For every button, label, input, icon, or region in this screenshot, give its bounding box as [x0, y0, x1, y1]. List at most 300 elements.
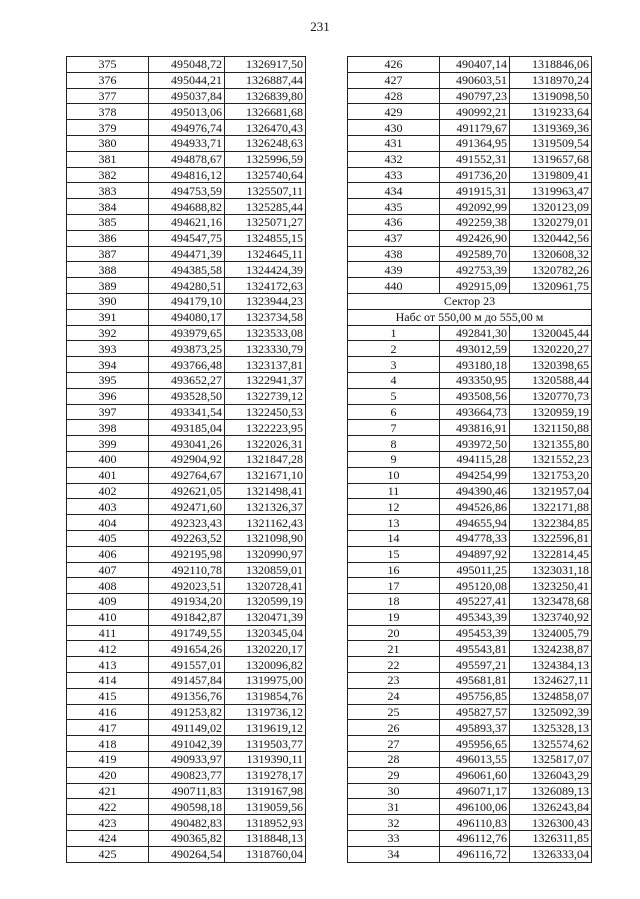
- point-number-cell: 26: [348, 720, 440, 736]
- y-coordinate-cell: 1323740,92: [510, 609, 592, 625]
- table-row: [67, 736, 306, 752]
- table-row: [348, 783, 592, 799]
- x-coordinate-cell: 494526,86: [440, 499, 510, 515]
- x-coordinate-cell: 494471,39: [149, 246, 225, 262]
- point-number-cell: 407: [67, 562, 149, 578]
- point-number-cell: 24: [348, 688, 440, 704]
- x-coordinate-cell: 496100,06: [440, 799, 510, 815]
- y-coordinate-cell: 1326470,43: [225, 120, 306, 136]
- point-number-cell: 376: [67, 72, 149, 88]
- y-coordinate-cell: 1320471,39: [225, 609, 306, 625]
- y-coordinate-cell: 1319278,17: [225, 767, 306, 783]
- x-coordinate-cell: 493816,91: [440, 420, 510, 436]
- point-number-cell: 15: [348, 546, 440, 562]
- x-coordinate-cell: 496071,17: [440, 783, 510, 799]
- point-number-cell: 414: [67, 673, 149, 689]
- point-number-cell: 391: [67, 309, 149, 325]
- y-coordinate-cell: 1325817,07: [510, 752, 592, 768]
- table-row: [67, 530, 306, 546]
- point-number-cell: 396: [67, 388, 149, 404]
- x-coordinate-cell: 493350,95: [440, 372, 510, 388]
- x-coordinate-cell: 494390,46: [440, 483, 510, 499]
- x-coordinate-cell: 491915,31: [440, 183, 510, 199]
- y-coordinate-cell: 1326248,63: [225, 135, 306, 151]
- point-number-cell: 383: [67, 183, 149, 199]
- table-row: [348, 625, 592, 641]
- table-row: [67, 214, 306, 230]
- table-row: [348, 167, 592, 183]
- point-number-cell: 9: [348, 451, 440, 467]
- x-coordinate-cell: 496116,72: [440, 846, 510, 862]
- y-coordinate-cell: 1323533,08: [225, 325, 306, 341]
- table-row: [348, 151, 592, 167]
- y-coordinate-cell: 1319736,12: [225, 704, 306, 720]
- table-row: [67, 293, 306, 309]
- x-coordinate-cell: 491149,02: [149, 720, 225, 736]
- table-row: [67, 846, 306, 862]
- point-number-cell: 384: [67, 199, 149, 215]
- point-number-cell: 10: [348, 467, 440, 483]
- table-row: [348, 720, 592, 736]
- x-coordinate-cell: 494621,16: [149, 214, 225, 230]
- table-row: [348, 530, 592, 546]
- point-number-cell: 19: [348, 609, 440, 625]
- table-row: [348, 451, 592, 467]
- x-coordinate-cell: 494933,71: [149, 135, 225, 151]
- y-coordinate-cell: 1320961,75: [510, 278, 592, 294]
- table-row: [67, 372, 306, 388]
- y-coordinate-cell: 1326243,84: [510, 799, 592, 815]
- point-number-cell: 433: [348, 167, 440, 183]
- table-row: [67, 720, 306, 736]
- table-row: [67, 578, 306, 594]
- x-coordinate-cell: 494547,75: [149, 230, 225, 246]
- table-row: [67, 451, 306, 467]
- point-number-cell: 25: [348, 704, 440, 720]
- x-coordinate-cell: 493972,50: [440, 436, 510, 452]
- y-coordinate-cell: 1320599,19: [225, 594, 306, 610]
- y-coordinate-cell: 1318952,93: [225, 815, 306, 831]
- table-row: [67, 120, 306, 136]
- table-row: [67, 183, 306, 199]
- x-coordinate-cell: 492110,78: [149, 562, 225, 578]
- table-row: [348, 357, 592, 373]
- x-coordinate-cell: 490933,97: [149, 752, 225, 768]
- table-row: [67, 609, 306, 625]
- y-coordinate-cell: 1325507,11: [225, 183, 306, 199]
- x-coordinate-cell: 495681,81: [440, 673, 510, 689]
- table-row: [67, 151, 306, 167]
- x-coordinate-cell: 493041,26: [149, 436, 225, 452]
- y-coordinate-cell: 1323137,81: [225, 357, 306, 373]
- x-coordinate-cell: 491934,20: [149, 594, 225, 610]
- point-number-cell: 379: [67, 120, 149, 136]
- y-coordinate-cell: 1325092,39: [510, 704, 592, 720]
- x-coordinate-cell: 495956,65: [440, 736, 510, 752]
- point-number-cell: 392: [67, 325, 149, 341]
- x-coordinate-cell: 496013,55: [440, 752, 510, 768]
- point-number-cell: 426: [348, 57, 440, 73]
- x-coordinate-cell: 494753,59: [149, 183, 225, 199]
- table-row: [348, 104, 592, 120]
- point-number-cell: 430: [348, 120, 440, 136]
- table-row: [67, 657, 306, 673]
- x-coordinate-cell: 493979,65: [149, 325, 225, 341]
- x-coordinate-cell: 491654,26: [149, 641, 225, 657]
- point-number-cell: 28: [348, 752, 440, 768]
- sector-range: Набс от 550,00 м до 555,00 м: [348, 309, 592, 325]
- x-coordinate-cell: 495543,81: [440, 641, 510, 657]
- table-row: [67, 404, 306, 420]
- y-coordinate-cell: 1319369,36: [510, 120, 592, 136]
- y-coordinate-cell: 1321552,23: [510, 451, 592, 467]
- point-number-cell: 394: [67, 357, 149, 373]
- x-coordinate-cell: 494385,58: [149, 262, 225, 278]
- y-coordinate-cell: 1326887,44: [225, 72, 306, 88]
- point-number-cell: 432: [348, 151, 440, 167]
- y-coordinate-cell: 1320608,32: [510, 246, 592, 262]
- x-coordinate-cell: 495756,85: [440, 688, 510, 704]
- point-number-cell: 31: [348, 799, 440, 815]
- y-coordinate-cell: 1325328,13: [510, 720, 592, 736]
- x-coordinate-cell: 494897,92: [440, 546, 510, 562]
- x-coordinate-cell: 490407,14: [440, 57, 510, 73]
- point-number-cell: 409: [67, 594, 149, 610]
- table-row: [348, 120, 592, 136]
- x-coordinate-cell: 491749,55: [149, 625, 225, 641]
- y-coordinate-cell: 1322941,37: [225, 372, 306, 388]
- table-row: [67, 562, 306, 578]
- point-number-cell: 412: [67, 641, 149, 657]
- y-coordinate-cell: 1320045,44: [510, 325, 592, 341]
- y-coordinate-cell: 1320220,27: [510, 341, 592, 357]
- y-coordinate-cell: 1324424,39: [225, 262, 306, 278]
- y-coordinate-cell: 1320728,41: [225, 578, 306, 594]
- point-number-cell: 418: [67, 736, 149, 752]
- table-row: [67, 262, 306, 278]
- table-row: [348, 467, 592, 483]
- point-number-cell: 421: [67, 783, 149, 799]
- table-row: [67, 831, 306, 847]
- x-coordinate-cell: 492589,70: [440, 246, 510, 262]
- table-row: [348, 799, 592, 815]
- x-coordinate-cell: 492915,09: [440, 278, 510, 294]
- x-coordinate-cell: 490482,83: [149, 815, 225, 831]
- y-coordinate-cell: 1322596,81: [510, 530, 592, 546]
- x-coordinate-cell: 495227,41: [440, 594, 510, 610]
- y-coordinate-cell: 1324855,15: [225, 230, 306, 246]
- table-row: [67, 515, 306, 531]
- point-number-cell: 427: [348, 72, 440, 88]
- table-row: [348, 688, 592, 704]
- point-number-cell: 1: [348, 325, 440, 341]
- x-coordinate-cell: 491842,87: [149, 609, 225, 625]
- point-number-cell: 428: [348, 88, 440, 104]
- y-coordinate-cell: 1320398,65: [510, 357, 592, 373]
- table-row: [67, 767, 306, 783]
- x-coordinate-cell: 490797,23: [440, 88, 510, 104]
- table-row: [348, 183, 592, 199]
- point-number-cell: 417: [67, 720, 149, 736]
- table-row: [348, 657, 592, 673]
- table-row: [67, 135, 306, 151]
- y-coordinate-cell: 1320096,82: [225, 657, 306, 673]
- y-coordinate-cell: 1321498,41: [225, 483, 306, 499]
- coordinates-table-right: [347, 56, 592, 863]
- point-number-cell: 378: [67, 104, 149, 120]
- table-row: [67, 752, 306, 768]
- x-coordinate-cell: 494179,10: [149, 293, 225, 309]
- table-row: [348, 199, 592, 215]
- table-row: [67, 341, 306, 357]
- x-coordinate-cell: 495893,37: [440, 720, 510, 736]
- x-coordinate-cell: 493766,48: [149, 357, 225, 373]
- table-row: [348, 815, 592, 831]
- x-coordinate-cell: 496110,83: [440, 815, 510, 831]
- x-coordinate-cell: 495343,39: [440, 609, 510, 625]
- y-coordinate-cell: 1321355,80: [510, 436, 592, 452]
- x-coordinate-cell: 492471,60: [149, 499, 225, 515]
- table-row: [348, 846, 592, 862]
- point-number-cell: 4: [348, 372, 440, 388]
- y-coordinate-cell: 1324172,63: [225, 278, 306, 294]
- y-coordinate-cell: 1326839,80: [225, 88, 306, 104]
- y-coordinate-cell: 1321150,88: [510, 420, 592, 436]
- table-row: [348, 673, 592, 689]
- x-coordinate-cell: 494254,99: [440, 467, 510, 483]
- x-coordinate-cell: 492764,67: [149, 467, 225, 483]
- table-row: [67, 783, 306, 799]
- point-number-cell: 408: [67, 578, 149, 594]
- y-coordinate-cell: 1326333,04: [510, 846, 592, 862]
- x-coordinate-cell: 493185,04: [149, 420, 225, 436]
- point-number-cell: 438: [348, 246, 440, 262]
- x-coordinate-cell: 491736,20: [440, 167, 510, 183]
- y-coordinate-cell: 1323944,23: [225, 293, 306, 309]
- table-row: [348, 609, 592, 625]
- point-number-cell: 399: [67, 436, 149, 452]
- point-number-cell: 16: [348, 562, 440, 578]
- y-coordinate-cell: 1325285,44: [225, 199, 306, 215]
- table-row: [348, 515, 592, 531]
- x-coordinate-cell: 494655,94: [440, 515, 510, 531]
- x-coordinate-cell: 495597,21: [440, 657, 510, 673]
- point-number-cell: 419: [67, 752, 149, 768]
- table-row: [67, 594, 306, 610]
- y-coordinate-cell: 1318846,06: [510, 57, 592, 73]
- x-coordinate-cell: 491457,84: [149, 673, 225, 689]
- x-coordinate-cell: 495048,72: [149, 57, 225, 73]
- point-number-cell: 388: [67, 262, 149, 278]
- point-number-cell: 11: [348, 483, 440, 499]
- x-coordinate-cell: 494778,33: [440, 530, 510, 546]
- y-coordinate-cell: 1320279,01: [510, 214, 592, 230]
- y-coordinate-cell: 1322384,85: [510, 515, 592, 531]
- y-coordinate-cell: 1323478,68: [510, 594, 592, 610]
- table-row: [67, 799, 306, 815]
- table-row: [348, 704, 592, 720]
- table-row: [348, 736, 592, 752]
- point-number-cell: 400: [67, 451, 149, 467]
- point-number-cell: 20: [348, 625, 440, 641]
- y-coordinate-cell: 1321753,20: [510, 467, 592, 483]
- table-row: [348, 546, 592, 562]
- x-coordinate-cell: 494976,74: [149, 120, 225, 136]
- y-coordinate-cell: 1318760,04: [225, 846, 306, 862]
- y-coordinate-cell: 1319167,98: [225, 783, 306, 799]
- point-number-cell: 434: [348, 183, 440, 199]
- x-coordinate-cell: 492753,39: [440, 262, 510, 278]
- point-number-cell: 389: [67, 278, 149, 294]
- table-row: [348, 88, 592, 104]
- point-number-cell: 410: [67, 609, 149, 625]
- x-coordinate-cell: 493012,59: [440, 341, 510, 357]
- x-coordinate-cell: 494878,67: [149, 151, 225, 167]
- y-coordinate-cell: 1320859,01: [225, 562, 306, 578]
- y-coordinate-cell: 1319233,64: [510, 104, 592, 120]
- y-coordinate-cell: 1324384,13: [510, 657, 592, 673]
- sector-range-row: [348, 309, 592, 325]
- table-row: [348, 388, 592, 404]
- x-coordinate-cell: 491356,76: [149, 688, 225, 704]
- y-coordinate-cell: 1326917,50: [225, 57, 306, 73]
- table-row: [348, 594, 592, 610]
- x-coordinate-cell: 492195,98: [149, 546, 225, 562]
- table-row: [67, 57, 306, 73]
- point-number-cell: 7: [348, 420, 440, 436]
- point-number-cell: 397: [67, 404, 149, 420]
- table-row: [67, 388, 306, 404]
- y-coordinate-cell: 1319619,12: [225, 720, 306, 736]
- x-coordinate-cell: 491253,82: [149, 704, 225, 720]
- point-number-cell: 420: [67, 767, 149, 783]
- point-number-cell: 14: [348, 530, 440, 546]
- x-coordinate-cell: 493341,54: [149, 404, 225, 420]
- y-coordinate-cell: 1322026,31: [225, 436, 306, 452]
- table-row: [67, 325, 306, 341]
- x-coordinate-cell: 494080,17: [149, 309, 225, 325]
- table-row: [348, 752, 592, 768]
- table-row: [67, 246, 306, 262]
- point-number-cell: 404: [67, 515, 149, 531]
- point-number-cell: 2: [348, 341, 440, 357]
- y-coordinate-cell: 1320220,17: [225, 641, 306, 657]
- x-coordinate-cell: 494816,12: [149, 167, 225, 183]
- table-row: [67, 436, 306, 452]
- table-row: [348, 483, 592, 499]
- table-row: [67, 167, 306, 183]
- x-coordinate-cell: 494280,51: [149, 278, 225, 294]
- table-row: [348, 372, 592, 388]
- x-coordinate-cell: 491557,01: [149, 657, 225, 673]
- point-number-cell: 5: [348, 388, 440, 404]
- point-number-cell: 23: [348, 673, 440, 689]
- y-coordinate-cell: 1318848,13: [225, 831, 306, 847]
- y-coordinate-cell: 1320123,09: [510, 199, 592, 215]
- y-coordinate-cell: 1319390,11: [225, 752, 306, 768]
- x-coordinate-cell: 493873,25: [149, 341, 225, 357]
- y-coordinate-cell: 1319059,56: [225, 799, 306, 815]
- x-coordinate-cell: 492263,52: [149, 530, 225, 546]
- x-coordinate-cell: 493180,18: [440, 357, 510, 373]
- x-coordinate-cell: 495044,21: [149, 72, 225, 88]
- point-number-cell: 393: [67, 341, 149, 357]
- table-row: [67, 278, 306, 294]
- x-coordinate-cell: 490598,18: [149, 799, 225, 815]
- x-coordinate-cell: 493508,56: [440, 388, 510, 404]
- table-row: [348, 214, 592, 230]
- point-number-cell: 18: [348, 594, 440, 610]
- y-coordinate-cell: 1322814,45: [510, 546, 592, 562]
- table-row: [67, 483, 306, 499]
- point-number-cell: 6: [348, 404, 440, 420]
- y-coordinate-cell: 1319503,77: [225, 736, 306, 752]
- x-coordinate-cell: 491179,67: [440, 120, 510, 136]
- y-coordinate-cell: 1321098,90: [225, 530, 306, 546]
- y-coordinate-cell: 1326681,68: [225, 104, 306, 120]
- table-row: [348, 499, 592, 515]
- table-row: [67, 641, 306, 657]
- point-number-cell: 33: [348, 831, 440, 847]
- table-row: [67, 357, 306, 373]
- y-coordinate-cell: 1320588,44: [510, 372, 592, 388]
- y-coordinate-cell: 1325574,62: [510, 736, 592, 752]
- point-number-cell: 27: [348, 736, 440, 752]
- point-number-cell: 413: [67, 657, 149, 673]
- table-row: [67, 199, 306, 215]
- x-coordinate-cell: 496061,60: [440, 767, 510, 783]
- x-coordinate-cell: 496112,76: [440, 831, 510, 847]
- y-coordinate-cell: 1320990,97: [225, 546, 306, 562]
- sector-title-row: [348, 293, 592, 309]
- x-coordinate-cell: 490365,82: [149, 831, 225, 847]
- y-coordinate-cell: 1322223,95: [225, 420, 306, 436]
- sector-title: Сектор 23: [348, 293, 592, 309]
- y-coordinate-cell: 1324645,11: [225, 246, 306, 262]
- point-number-cell: 398: [67, 420, 149, 436]
- page-number: 231: [310, 19, 330, 34]
- y-coordinate-cell: 1319854,76: [225, 688, 306, 704]
- x-coordinate-cell: 491552,31: [440, 151, 510, 167]
- x-coordinate-cell: 494115,28: [440, 451, 510, 467]
- point-number-cell: 402: [67, 483, 149, 499]
- point-number-cell: 21: [348, 641, 440, 657]
- x-coordinate-cell: 490264,54: [149, 846, 225, 862]
- x-coordinate-cell: 493528,50: [149, 388, 225, 404]
- y-coordinate-cell: 1324005,79: [510, 625, 592, 641]
- y-coordinate-cell: 1325071,27: [225, 214, 306, 230]
- y-coordinate-cell: 1326300,43: [510, 815, 592, 831]
- x-coordinate-cell: 493664,73: [440, 404, 510, 420]
- point-number-cell: 12: [348, 499, 440, 515]
- point-number-cell: 431: [348, 135, 440, 151]
- table-row: [348, 420, 592, 436]
- y-coordinate-cell: 1323734,58: [225, 309, 306, 325]
- table-row: [348, 562, 592, 578]
- y-coordinate-cell: 1325996,59: [225, 151, 306, 167]
- x-coordinate-cell: 495827,57: [440, 704, 510, 720]
- table-row: [67, 72, 306, 88]
- point-number-cell: 382: [67, 167, 149, 183]
- table-row: [348, 404, 592, 420]
- point-number-cell: 429: [348, 104, 440, 120]
- point-number-cell: 377: [67, 88, 149, 104]
- x-coordinate-cell: 492323,43: [149, 515, 225, 531]
- x-coordinate-cell: 492092,99: [440, 199, 510, 215]
- y-coordinate-cell: 1322739,12: [225, 388, 306, 404]
- table-row: [67, 704, 306, 720]
- y-coordinate-cell: 1321847,28: [225, 451, 306, 467]
